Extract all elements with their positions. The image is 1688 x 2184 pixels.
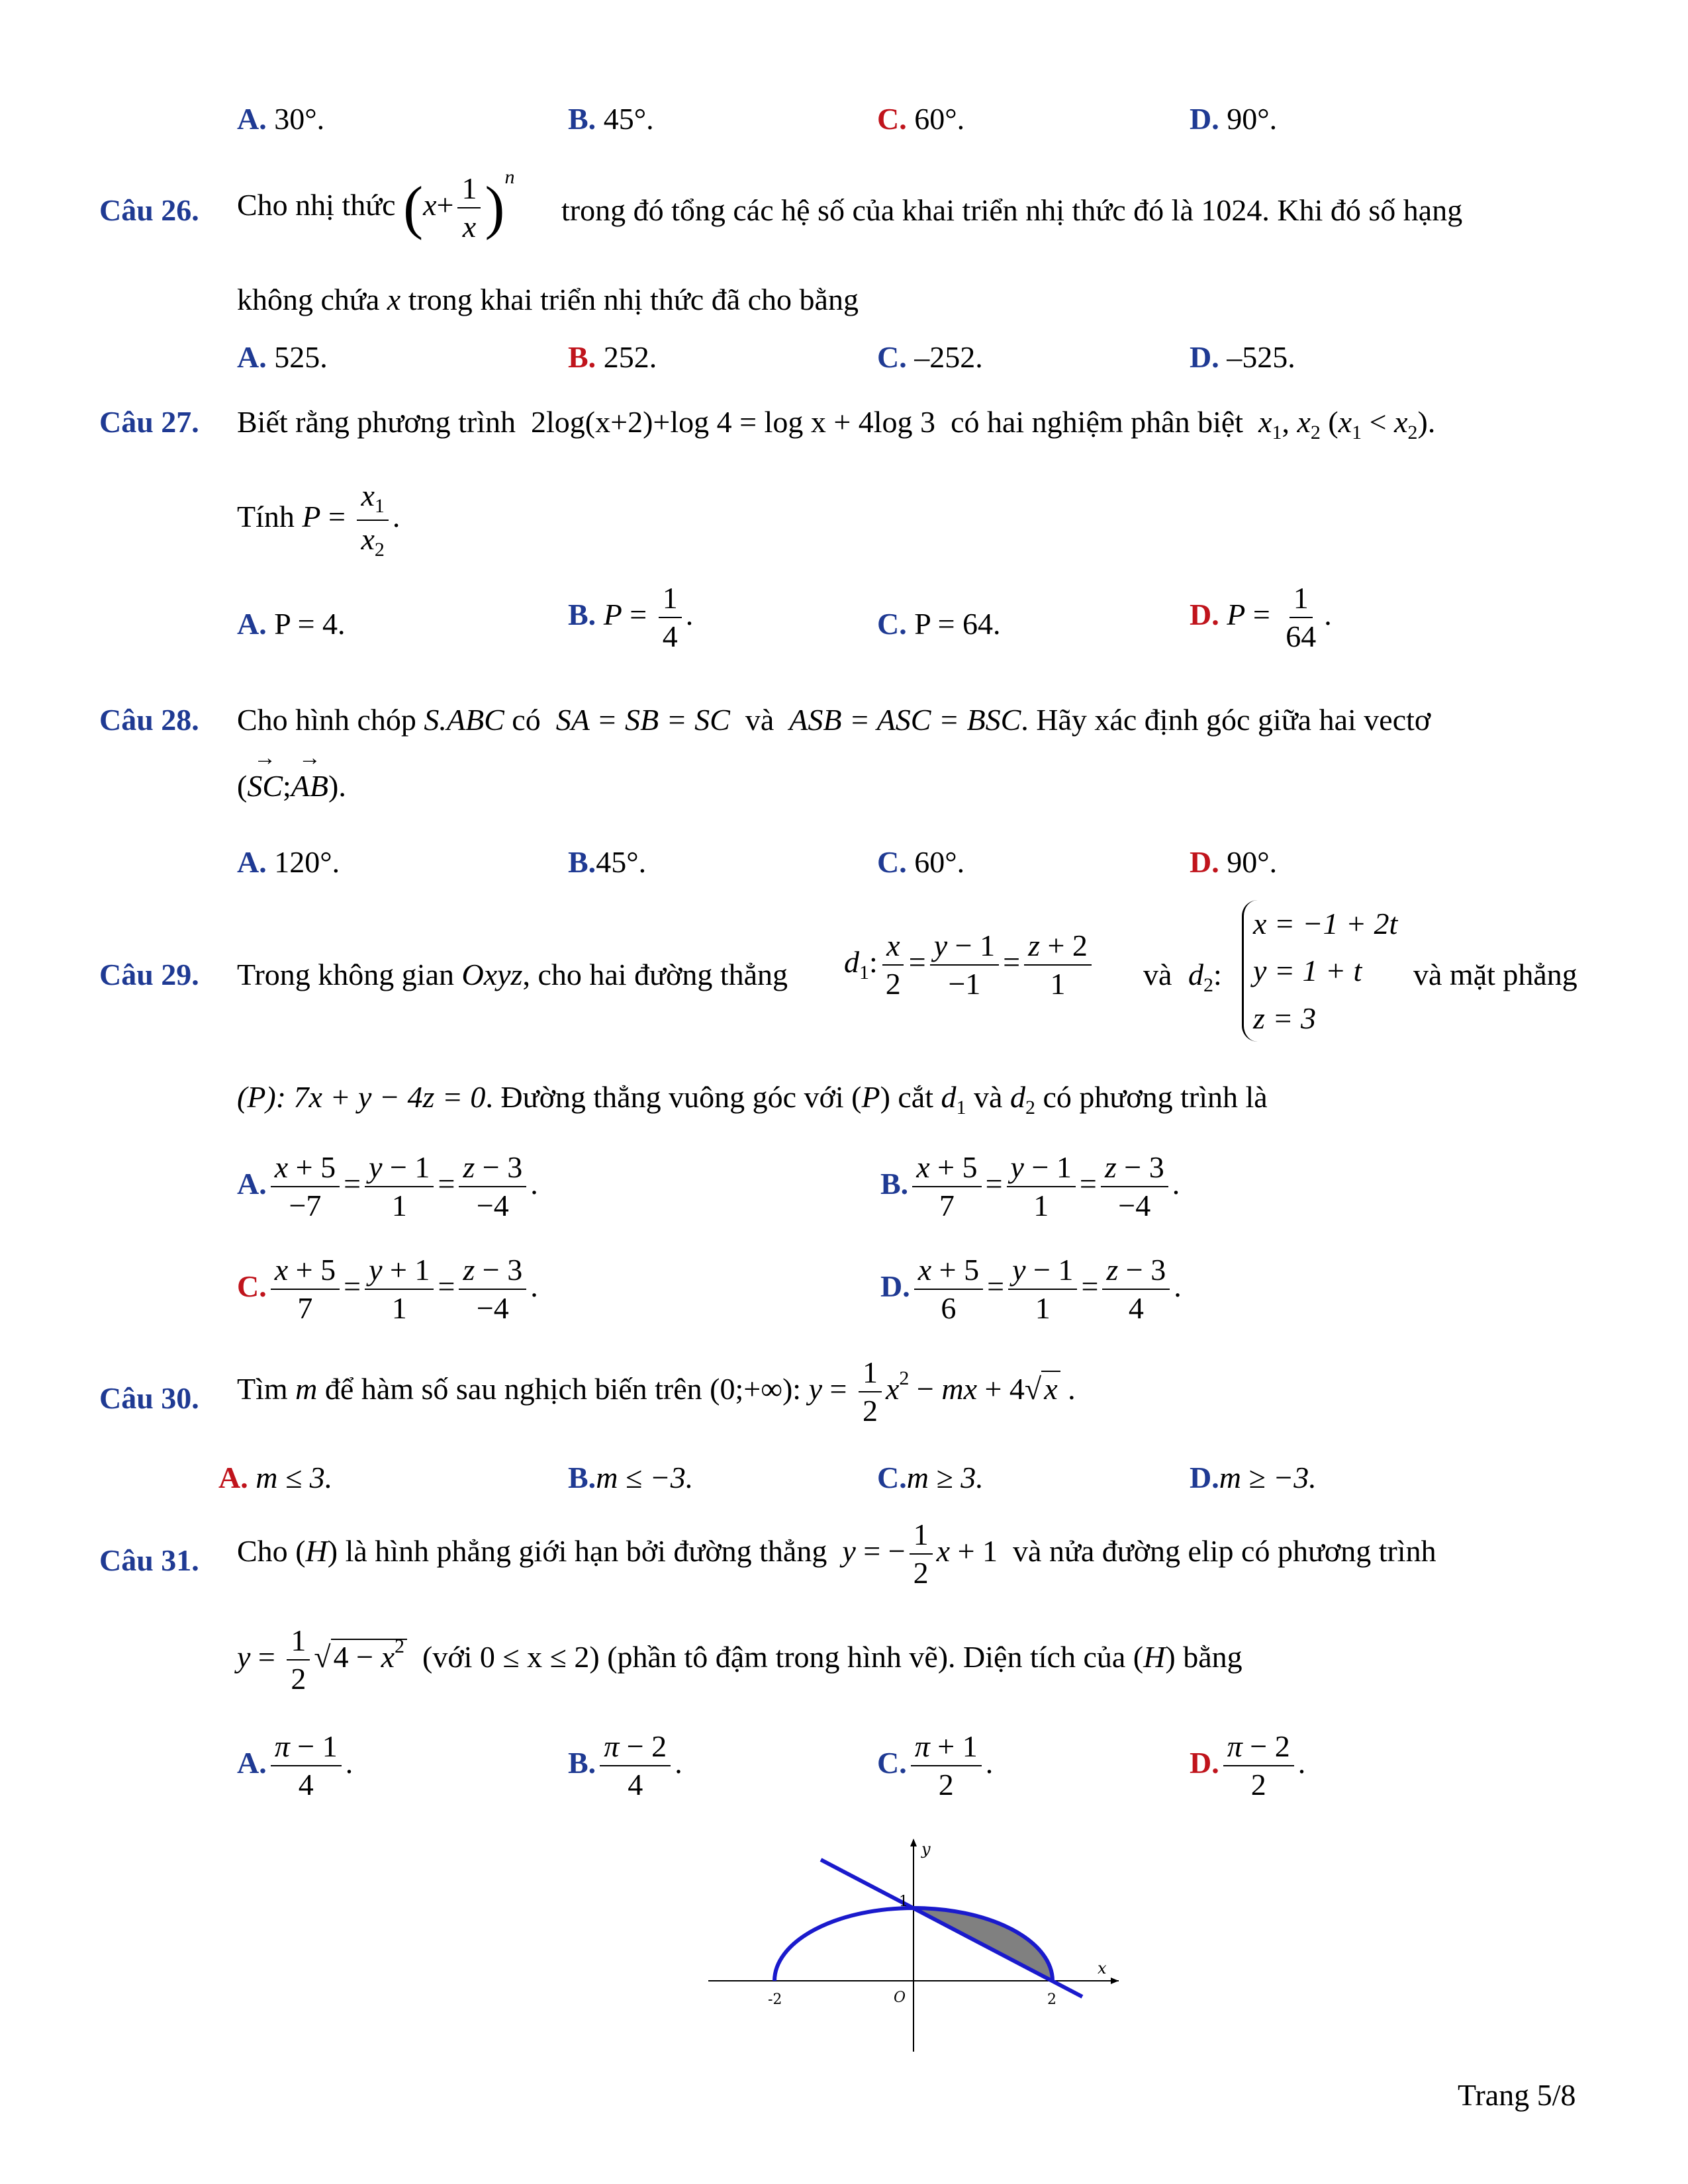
q29-label: Câu 29.	[99, 958, 199, 991]
q31-stem-line2: y = $\frac{1}{2}$ $√4 - x^2$ (với 0 ≤ x ≤ 2) (phần tô đậm trong hình vẽ). Diện tích của (H) bằng	[237, 1623, 1243, 1696]
q30-answer-a: A. m ≤ 3.	[218, 1461, 333, 1494]
q29-line-d2-name: $d_2$:	[1188, 958, 1222, 996]
q30-answer-d: D.m ≥ −3.	[1190, 1461, 1317, 1494]
q26-answer-d: D. –525.	[1190, 340, 1295, 374]
origin-label: O	[894, 1989, 906, 2006]
q31-answer-d: D. $\frac{\pi - 2}{2}$ .	[1190, 1729, 1306, 1802]
q30-label: Câu 30.	[99, 1381, 199, 1415]
q29-stem-line2: (P): 7x + y − 4z = 0. Đường thẳng vuông góc với (P) cắt $d_1$ và $d_2$ có phương trình là	[237, 1080, 1268, 1118]
q27-stem-line1: Biết rằng phương trình 2log(x+2)+log 4 = log x + 4log 3 có hai nghiệm phân biệt $x_1$, $x_2$ $(x_1 < x_2)$.	[237, 405, 1436, 443]
q28-answer-c: C. 60°.	[877, 845, 965, 879]
q29-plane-text: và mặt phẳng	[1413, 958, 1577, 991]
tick-neg2-label: -2	[768, 1991, 782, 2008]
q30-answer-b: B.m ≤ −3.	[568, 1461, 694, 1494]
q30-answer-c: C.m ≥ 3.	[877, 1461, 984, 1494]
q27-answer-d: D. P = $\frac{1}{64}$ .	[1190, 581, 1332, 654]
q29-line-d2-system: x = −1 + 2t y = 1 + t z = 3	[1238, 900, 1397, 1042]
y-axis-label: y	[921, 1840, 931, 1858]
q27-label: Câu 27.	[99, 405, 199, 439]
q31-stem-line1: Cho (H) là hình phẳng giới hạn bởi đường thẳng y = − $\frac{1}{2}$ x + 1 và nửa đường elip có phương trình	[237, 1518, 1436, 1590]
q28-answer-b: B.45°.	[568, 845, 647, 879]
q26-answer-c: C. –252.	[877, 340, 983, 374]
q26-answer-a: A. 525.	[237, 340, 328, 374]
q25-answer-d: D. 90°.	[1190, 102, 1278, 136]
q26-stem-line2: không chứa x trong khai triển nhị thức đã cho bằng	[237, 283, 859, 316]
q31-answer-a: A. $\frac{\pi - 1}{4}$ .	[237, 1729, 353, 1802]
q26-stem-line1: Cho nhị thức (x+ $\frac{1}{x}$ )$^n$	[237, 166, 515, 244]
q28-answer-a: A. 120°.	[237, 845, 340, 879]
q31-answer-c: C. $\frac{\pi + 1}{2}$ .	[877, 1729, 994, 1802]
q29-line-d1: $d_1$: $\frac{x}{2}$ = $\frac{y - 1}{-1}$ = $\frac{z + 2}{1}$	[844, 930, 1096, 1001]
q27-answer-a: A. P = 4.	[237, 607, 346, 641]
q28-label: Câu 28.	[99, 703, 199, 737]
tick-1-label: 1	[899, 1893, 908, 1910]
q28-stem-line1: Cho hình chóp S.ABC có SA = SB = SC và ASB = ASC = BSC. Hãy xác định góc giữa hai vectơ	[237, 703, 1431, 737]
q29-stem-intro: Trong không gian Oxyz, cho hai đường thẳng	[237, 958, 788, 991]
x-axis-label: x	[1098, 1959, 1107, 1978]
line-y-neg-half-x-plus-1	[821, 1860, 1082, 1997]
q25-answer-a: A. 30°.	[237, 102, 325, 136]
q29-answer-a: A. $\frac{x + 5}{-7}$ = $\frac{y - 1}{1}$ = $\frac{z - 3}{-4}$ .	[237, 1150, 538, 1223]
q31-label: Câu 31.	[99, 1543, 199, 1577]
q30-stem: Tìm m để hàm số sau nghịch biến trên (0;+∞): y = $\frac{1}{2}$ $x^2$ − mx + 4√x .	[237, 1355, 1076, 1428]
q25-answer-b: B. 45°.	[568, 102, 654, 136]
q28-stem-line2: (→ SC;→ AB).	[237, 768, 346, 804]
q27-answer-c: C. P = 64.	[877, 607, 1001, 641]
q28-answer-d: D. 90°.	[1190, 845, 1278, 879]
q27-answer-b: B. P = $\frac{1}{4}$ .	[568, 581, 694, 654]
q26-answer-b: B. 252.	[568, 340, 657, 374]
ellipse-line-graph	[702, 1833, 1125, 2058]
q29-answer-c: C. $\frac{x + 5}{7}$ = $\frac{y + 1}{1}$ = $\frac{z - 3}{-4}$ .	[237, 1253, 538, 1326]
y-axis-arrow	[910, 1839, 917, 1846]
page-number: Trang 5/8	[1458, 2078, 1576, 2112]
q29-and-1: và	[1143, 958, 1172, 991]
q26-stem-text: trong đó tổng các hệ số của khai triển nhị thức đó là 1024. Khi đó số hạng	[561, 193, 1463, 227]
x-axis-arrow	[1111, 1978, 1119, 1984]
q27-stem-line2: Tính P = $\frac{x_1}{x_2}$ .	[237, 478, 400, 561]
q31-answer-b: B. $\frac{\pi - 2}{4}$ .	[568, 1729, 682, 1802]
q29-answer-b: B. $\frac{x + 5}{7}$ = $\frac{y - 1}{1}$ = $\frac{z - 3}{-4}$ .	[880, 1150, 1180, 1223]
tick-2-label: 2	[1047, 1991, 1056, 2008]
q25-answer-c: C. 60°.	[877, 102, 965, 136]
q29-answer-d: D. $\frac{x + 5}{6}$ = $\frac{y - 1}{1}$ = $\frac{z - 3}{4}$ .	[880, 1253, 1182, 1326]
q26-label: Câu 26.	[99, 193, 199, 227]
